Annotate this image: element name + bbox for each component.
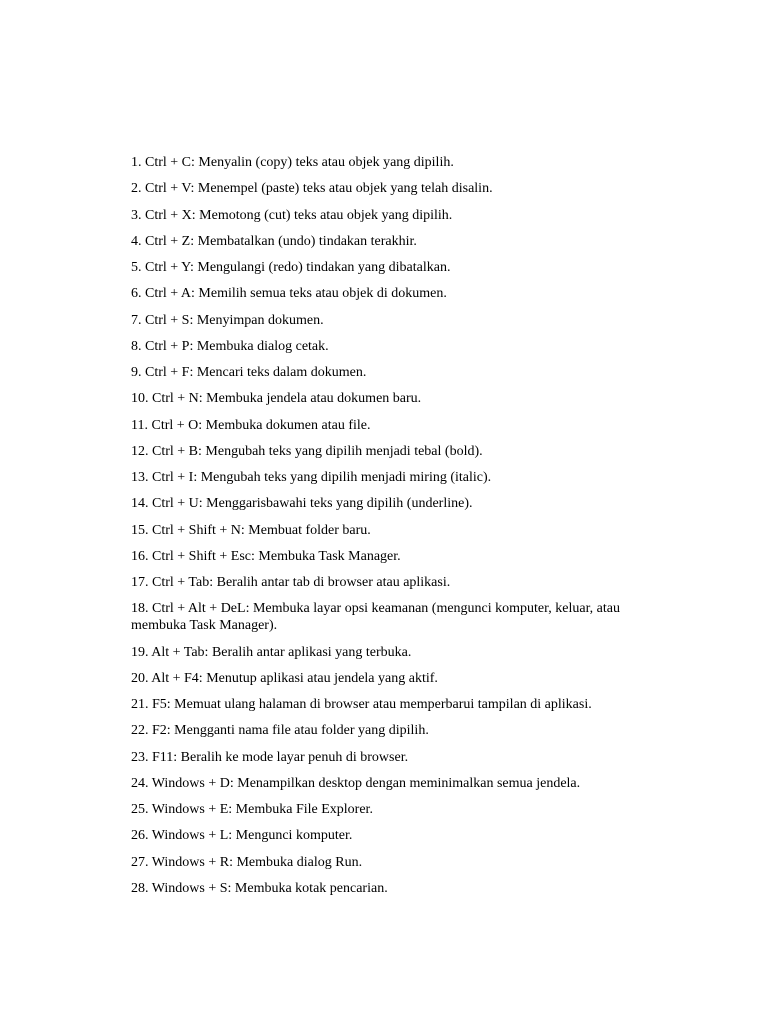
list-item: 10. Ctrl + N: Membuka jendela atau dokumen baru. — [131, 391, 422, 407]
list-item: 26. Windows + L: Mengunci komputer. — [131, 828, 353, 844]
list-item: 24. Windows + D: Menampilkan desktop dengan meminimalkan semua jendela. — [131, 775, 581, 791]
list-item: 2. Ctrl + V: Menempel (paste) teks atau objek yang telah disalin. — [131, 181, 493, 197]
list-item: 5. Ctrl + Y: Mengulangi (redo) tindakan yang dibatalkan. — [131, 260, 451, 275]
list-item: 13. Ctrl + I: Mengubah teks yang dipilih menjadi miring (italic). — [131, 470, 492, 485]
list-item: 20. Alt + F4: Menutup aplikasi atau jendela yang aktif. — [131, 670, 438, 686]
list-item: 8. Ctrl + P: Membuka dialog cetak. — [131, 338, 329, 354]
list-item: 25. Windows + E: Membuka File Explorer. — [131, 802, 373, 817]
list-item: 23. F11: Beralih ke mode layar penuh di browser. — [131, 749, 409, 765]
list-item: 27. Windows + R: Membuka dialog Run. — [131, 854, 363, 870]
list-item: 11. Ctrl + O: Membuka dokumen atau file. — [131, 417, 371, 433]
list-item: 4. Ctrl + Z: Membatalkan (undo) tindakan terakhir. — [131, 233, 417, 249]
list-item: 6. Ctrl + A: Memilih semua teks atau objek di dokumen. — [131, 286, 447, 302]
list-item: 16. Ctrl + Shift + Esc: Membuka Task Manager. — [131, 548, 401, 564]
list-item: 9. Ctrl + F: Mencari teks dalam dokumen. — [131, 365, 367, 380]
shortcut-list — [131, 154, 636, 906]
list-item: 22. F2: Mengganti nama file atau folder yang dipilih. — [131, 723, 429, 739]
list-item: 18. Ctrl + Alt + DeL: Membuka layar opsi keamanan (mengunci komputer, keluar, atau membuka Task Manager). — [131, 601, 620, 634]
list-item: 17. Ctrl + Tab: Beralih antar tab di browser atau aplikasi. — [131, 575, 451, 590]
list-item: 19. Alt + Tab: Beralih antar aplikasi yang terbuka. — [131, 644, 412, 660]
list-item: 28. Windows + S: Membuka kotak pencarian. — [131, 880, 388, 896]
list-item: 15. Ctrl + Shift + N: Membuat folder baru. — [131, 522, 371, 538]
list-item: 12. Ctrl + B: Mengubah teks yang dipilih menjadi tebal (bold). — [131, 443, 483, 459]
list-item: 1. Ctrl + C: Menyalin (copy) teks atau objek yang dipilih. — [131, 155, 454, 170]
list-item: 7. Ctrl + S: Menyimpan dokumen. — [131, 312, 324, 328]
list-item: 21. F5: Memuat ulang halaman di browser atau memperbarui tampilan di aplikasi. — [131, 697, 592, 712]
list-item: 3. Ctrl + X: Memotong (cut) teks atau objek yang dipilih. — [131, 207, 453, 223]
list-item: 14. Ctrl + U: Menggarisbawahi teks yang dipilih (underline). — [131, 496, 473, 512]
